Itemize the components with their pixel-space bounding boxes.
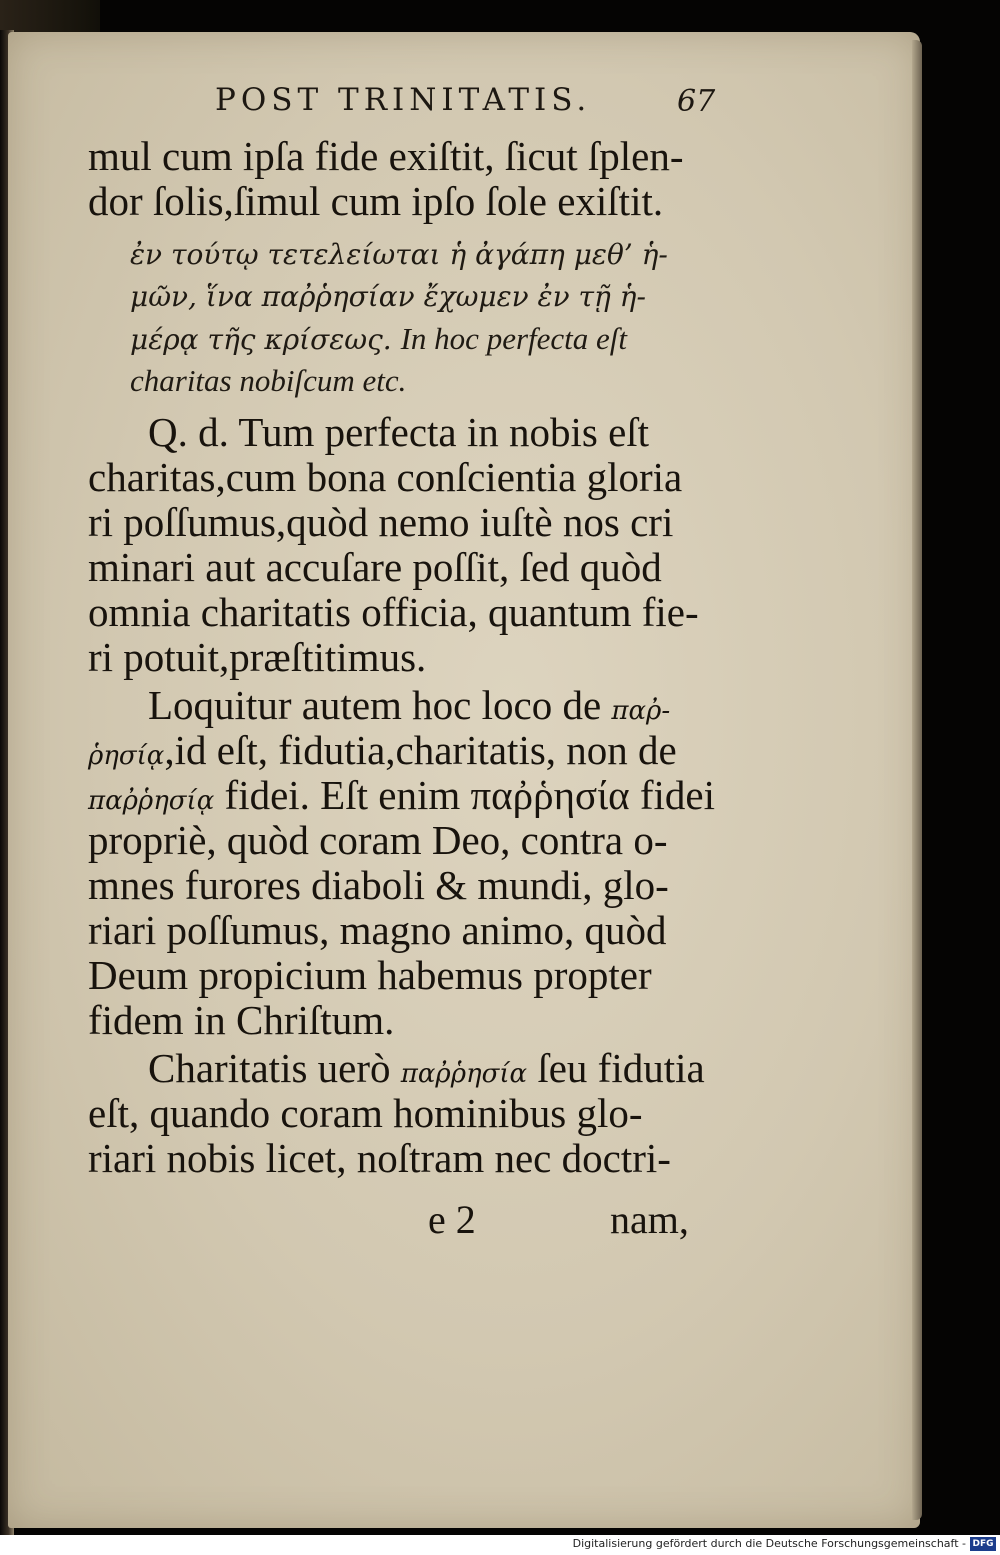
greek-word: παῤῥησία [400,1059,528,1089]
signature-line [428,1196,728,1246]
text-line: fidem in Chriſtum. [88,997,395,1043]
text-line: omnia charitatis officia, quantum fie- [88,589,699,635]
text-line: propriè, quòd coram Deo, contra o- [88,817,668,863]
line-text: fidei. Eſt enim παῤῥησία fidei [214,772,716,818]
text-line [88,728,718,773]
text-line [88,683,718,728]
greek-line [130,276,718,318]
text-line: ri potuit,præſtitimus. [88,634,427,680]
text-line: ri poſſumus,quòd nemo iuſtè nos cri [88,499,674,545]
folio-number: 67 [677,84,716,119]
paragraph-1 [88,410,718,680]
greek-text: ἐν τούτῳ τετελείωται ἡ ἀγάπη μεθ’ ἡ- [130,238,668,271]
greek-text: μῶν, ἵνα παῤῥησίαν ἔχωμεν ἐν τῇ ἡ- [130,280,646,313]
line-text: ſeu fidutia [527,1045,705,1091]
line-text: Charitatis uerò [148,1045,401,1091]
funding-credit: Digitalisierung gefördert durch die Deutsche Forschungsgemeinschaft - [572,1537,966,1550]
text-line: riari nobis licet, noſtram nec doctri- [88,1135,671,1181]
latin-gloss: charitas nobiſcum etc. [130,363,407,398]
latin-gloss: In hoc perfecta eſt [400,321,627,356]
greek-quotation [88,234,718,402]
body-text [88,134,718,1181]
running-head [215,82,715,126]
text-line: minari aut accuſare poſſit, ſed quòd [88,544,662,590]
text-line [88,773,718,818]
greek-line [130,234,718,276]
greek-word: παῤ- [611,696,671,726]
text-line: mul cum ipſa fide exiſtit, ſicut ſplen- [88,133,684,179]
running-title: POST TRINITATIS. [215,82,592,118]
signature-mark: e 2 [428,1197,476,1242]
text-line: Q. d. Tum perfecta in nobis eſt [148,409,650,455]
leaf-edge [912,40,922,1520]
text-line: mnes furores diaboli & mundi, glo- [88,862,669,908]
paragraph-3 [88,1046,718,1181]
paragraph-2 [88,683,718,1043]
greek-text: μέρᾳ τῆς κρίσεως. [130,323,392,356]
text-line: Deum propicium habemus propter [88,952,652,998]
line-text: Loquitur autem hoc loco de [148,682,612,728]
greek-word: ῥησίᾳ [88,741,165,771]
footer-strip [0,1535,1000,1555]
line-text: ,id eſt, fidutia,charitatis, non de [164,727,677,773]
text-line: eſt, quando coram hominibus glo- [88,1090,643,1136]
greek-word: παῤῥησίᾳ [88,786,215,816]
catchword: nam, [610,1197,689,1242]
text-line: charitas,cum bona conſcientia gloria [88,454,683,500]
dfg-logo[interactable]: DFG [970,1537,996,1551]
greek-line [130,318,718,360]
text-line [88,1046,718,1091]
text-line: riari poſſumus, magno animo, quòd [88,907,667,953]
text-line: dor ſolis,ſimul cum ipſo ſole exiſtit. [88,178,664,224]
greek-line [130,360,718,402]
